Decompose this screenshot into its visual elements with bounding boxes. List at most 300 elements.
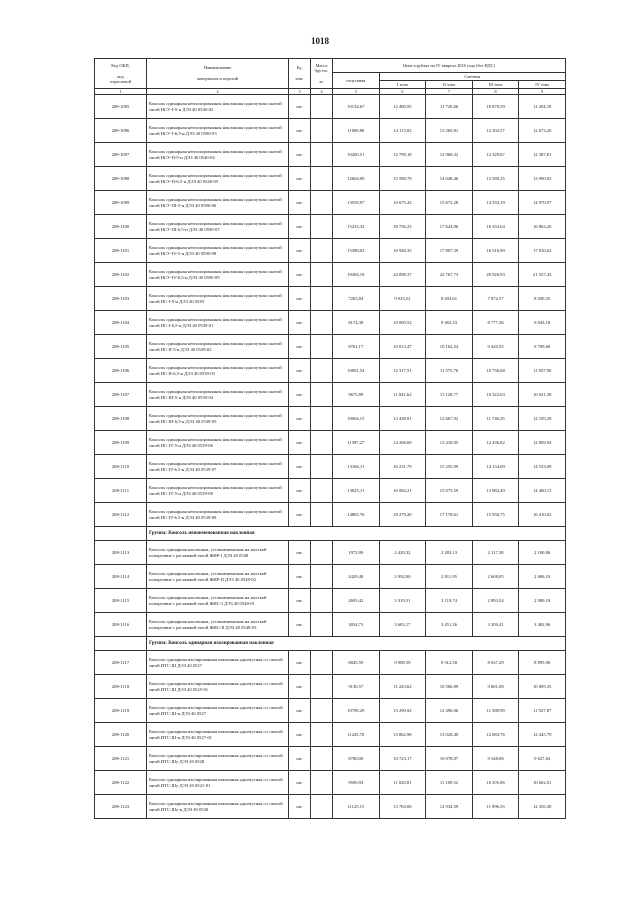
price-zone-2: 14 648,46 [426, 167, 473, 191]
header-unit: Ед. изм. [289, 59, 311, 89]
price-zone-2: 9 463,33 [426, 311, 473, 335]
price-zone-2: 17 807,39 [426, 239, 473, 263]
price-release: 1972,99 [333, 541, 380, 565]
item-mass [311, 239, 333, 263]
item-mass [311, 747, 333, 771]
price-zone-4: 14 400,15 [519, 479, 566, 503]
price-release: 14865,76 [333, 503, 380, 527]
item-mass [311, 119, 333, 143]
price-release: 11125,15 [333, 795, 380, 819]
price-zone-4: 12 356,30 [519, 795, 566, 819]
item-unit: шт. [289, 239, 311, 263]
item-unit: шт. [289, 771, 311, 795]
item-mass [311, 675, 333, 699]
item-name: Консоль одинарная неизолированная наклонная однопутная сжатой тягой НС-IV-5-н ДЭЗ 40 0539-06 [147, 431, 289, 455]
price-zone-3: 13 580,35 [472, 167, 519, 191]
item-code: 208-1119 [95, 699, 147, 723]
item-mass [311, 167, 333, 191]
price-zone-3: 3 209,41 [472, 613, 519, 637]
item-unit: шт. [289, 613, 311, 637]
item-mass [311, 589, 333, 613]
price-zone-3: 10 322,63 [472, 383, 519, 407]
item-name: Консоль одинарная неизолированная наклонная однопутная сжатой тягой НСУ-II-6,5-н ДЭЗ 40 0540-05 [147, 167, 289, 191]
price-zone-2: 2 811,95 [426, 565, 473, 589]
item-mass [311, 651, 333, 675]
item-mass [311, 455, 333, 479]
item-name: Консоль одинарная неизолированная наклонная однопутная сжатой тягой НС-I-6,5-н ДЭЗ 40 0539-01 [147, 311, 289, 335]
item-unit: шт. [289, 747, 311, 771]
price-zone-1: 2 429,32 [379, 541, 426, 565]
price-zone-1: 3 319,51 [379, 589, 426, 613]
header-price-title: Цена в рублях на IV квартал 2016 года (без НДС) [333, 59, 566, 73]
price-zone-3: 8 777,36 [472, 311, 519, 335]
price-zone-1: 15 588,78 [379, 167, 426, 191]
price-zone-1: 9 023,52 [379, 287, 426, 311]
price-zone-3: 16 333,64 [472, 215, 519, 239]
price-zone-3: 11 588,99 [472, 699, 519, 723]
item-mass [311, 287, 333, 311]
price-zone-1: 11 243,62 [379, 675, 426, 699]
table-row [95, 723, 566, 747]
price-release: 10001,54 [333, 359, 380, 383]
price-zone-3: 15 930,75 [472, 503, 519, 527]
header-zone-3: III зона [472, 81, 519, 89]
price-release: 9590,93 [333, 771, 380, 795]
price-release: 8761,17 [333, 335, 380, 359]
item-name: Консоль одинарная неизолированная наклонная однопутная сжатой тягой НСУ-I-5-н ДЭЗ 40 0540-02 [147, 95, 289, 119]
item-code: 208-1102 [95, 263, 147, 287]
price-zone-1: 12 317,51 [379, 359, 426, 383]
item-code: 208-1123 [95, 795, 147, 819]
item-name: Консоль одинарная неизолированная наклонная однопутная сжатой тягой НС-III-6,5-н ДЭЗ 40 0539-05 [147, 407, 289, 431]
item-unit: шт. [289, 589, 311, 613]
item-name: Консоль одинарная изолированная наклонная однопутная со сжатой тягой ИТС-Ш ДЭЗ 40 0525-01 [147, 675, 289, 699]
price-release: 9130,57 [333, 675, 380, 699]
item-unit: шт. [289, 191, 311, 215]
price-zone-2: 10 162,54 [426, 335, 473, 359]
price-zone-4: 13 990,65 [519, 167, 566, 191]
item-name: Консоль одинарная наклонная, устанавливаемая на жесткой поперечине с растяжкой тягой ЖНС-II ДЭЗ 40 0548-03 [147, 613, 289, 637]
table-row [95, 407, 566, 431]
item-name: Консоль одинарная неизолированная наклонная однопутная сжатой тягой НСУ-II-5-н ДЭЗ 40 0540-04 [147, 143, 289, 167]
item-unit: шт. [289, 431, 311, 455]
price-zone-1: 18 279,20 [379, 503, 426, 527]
price-release: 8045,59 [333, 651, 380, 675]
price-zone-2: 17 178,61 [426, 503, 473, 527]
item-unit: шт. [289, 335, 311, 359]
table-row [95, 383, 566, 407]
price-zone-1: 13 862,98 [379, 723, 426, 747]
price-zone-4: 12 673,20 [519, 119, 566, 143]
price-zone-2: 11 128,77 [426, 383, 473, 407]
item-mass [311, 215, 333, 239]
price-table [94, 58, 566, 819]
price-zone-4: 12 109,28 [519, 407, 566, 431]
price-release: 11069,88 [333, 119, 380, 143]
item-code: 208-1115 [95, 589, 147, 613]
col-number: 5 [333, 89, 380, 95]
item-code: 208-1120 [95, 723, 147, 747]
item-unit: шт. [289, 311, 311, 335]
col-number: 1 [95, 89, 147, 95]
header-zone-1: I зона [379, 81, 426, 89]
item-unit: шт. [289, 119, 311, 143]
price-release: 10134,67 [333, 95, 380, 119]
item-code: 208-1099 [95, 191, 147, 215]
item-code: 208-1096 [95, 119, 147, 143]
price-zone-4: 16 863,20 [519, 215, 566, 239]
price-zone-4: 9 043,18 [519, 311, 566, 335]
item-name: Консоль одинарная неизолированная наклонная однопутная сжатой тягой НС-III-5-н ДЭЗ 40 0539-04 [147, 383, 289, 407]
price-zone-2: 3 451,36 [426, 613, 473, 637]
price-zone-3: 11 996,53 [472, 795, 519, 819]
item-mass [311, 359, 333, 383]
col-number: 6 [379, 89, 426, 95]
price-zone-3: 9 348,08 [472, 747, 519, 771]
item-code: 208-1109 [95, 431, 147, 455]
price-zone-2: 9 312,58 [426, 651, 473, 675]
item-unit: шт. [289, 503, 311, 527]
item-unit: шт. [289, 455, 311, 479]
table-row [95, 613, 566, 637]
item-mass [311, 383, 333, 407]
item-code: 208-1098 [95, 167, 147, 191]
table-row [95, 143, 566, 167]
price-zone-4: 10 095,35 [519, 675, 566, 699]
price-zone-4: 8 030,35 [519, 287, 566, 311]
price-zone-2: 13 028,40 [426, 723, 473, 747]
price-zone-3: 9 801,08 [472, 675, 519, 699]
price-zone-2: 12 934,59 [426, 795, 473, 819]
price-zone-1: 11 841,62 [379, 383, 426, 407]
price-zone-1: 9 908,59 [379, 651, 426, 675]
item-name: Консоль одинарная наклонная, устанавливаемая на жесткой поперечине с растяжкой тягой ЖНР-II ДЭЗ 40 0548-02 [147, 565, 289, 589]
price-release: 15233,32 [333, 215, 380, 239]
group-row [95, 637, 566, 651]
price-zone-1: 13 438,91 [379, 407, 426, 431]
item-mass [311, 95, 333, 119]
item-mass [311, 613, 333, 637]
header-code: Код ОКП, код отраслевой [95, 59, 147, 89]
price-zone-4: 11 057,90 [519, 359, 566, 383]
header-mass: Масса брутто, кг [311, 59, 333, 89]
item-unit: шт. [289, 541, 311, 565]
table-row [95, 167, 566, 191]
price-zone-4: 11 204,19 [519, 95, 566, 119]
group-title: Группа: Консоль одинарная изолированная наклонная [147, 637, 566, 651]
price-zone-4: 9 709,68 [519, 335, 566, 359]
price-zone-1: 14 115,82 [379, 119, 426, 143]
price-zone-1: 18 756,23 [379, 215, 426, 239]
price-release: 3034,73 [333, 613, 380, 637]
item-name: Консоль одинарная изолированная наклонная однопутная со сжатой тягой ИТС-IIIу ДЭЗ 40 0521-01 [147, 771, 289, 795]
page-number: 1018 [311, 36, 329, 46]
price-release: 15380,02 [333, 239, 380, 263]
price-zone-1: 12 799,18 [379, 143, 426, 167]
table-row [95, 95, 566, 119]
price-zone-2: 11 109,52 [426, 771, 473, 795]
item-unit: шт. [289, 383, 311, 407]
price-release: 13025,11 [333, 479, 380, 503]
price-release: 10904,15 [333, 407, 380, 431]
item-name: Консоль одинарная изолированная наклонная однопутная со сжатой тягой ИТС-Ш ДЭЗ 40 0527 [147, 651, 289, 675]
price-zone-2: 12 496,06 [426, 699, 473, 723]
price-zone-1: 16 231,79 [379, 455, 426, 479]
item-code: 208-1112 [95, 503, 147, 527]
col-number: 2 [147, 89, 289, 95]
price-zone-2: 15 075,59 [426, 479, 473, 503]
item-code: 208-1104 [95, 311, 147, 335]
item-name: Консоль одинарная неизолированная наклонная однопутная сжатой тягой НСУ-IV-5-н ДЭЗ 40 0590-08 [147, 239, 289, 263]
item-name: Консоль одинарная неизолированная наклонная однопутная сжатой тягой НС-I-5-н ДЭЗ 40 0539 [147, 287, 289, 311]
item-mass [311, 503, 333, 527]
col-number: 9 [519, 89, 566, 95]
price-release: 8174,38 [333, 311, 380, 335]
price-release: 10790,29 [333, 699, 380, 723]
item-code: 208-1122 [95, 771, 147, 795]
price-zone-3: 2 117,38 [472, 541, 519, 565]
price-zone-1: 10 069,52 [379, 311, 426, 335]
price-zone-3: 2 893,54 [472, 589, 519, 613]
item-name: Консоль одинарная наклонная, устанавливаемая на жесткой поперечине с растяжкой тягой ЖНС-I ДЭЗ 40 0548-01 [147, 589, 289, 613]
header-zone-4: IV зона [519, 81, 566, 89]
price-zone-1: 10 813,47 [379, 335, 426, 359]
table-row [95, 565, 566, 589]
table-row [95, 287, 566, 311]
price-zone-2: 10 566,89 [426, 675, 473, 699]
price-release: 2693,42 [333, 589, 380, 613]
price-zone-2: 15 672,28 [426, 191, 473, 215]
price-release: 11587,27 [333, 431, 380, 455]
item-name: Консоль одинарная наклонная, устанавливаемая на жесткой поперечине с растяжкой тягой ЖНР-I ДЭЗ 40 0548 [147, 541, 289, 565]
price-zone-2: 13 410,05 [426, 431, 473, 455]
item-name: Консоль одинарная изолированная наклонная однопутная со сжатой тягой ИТС-IIIу ДЭЗ 40 0528 [147, 747, 289, 771]
table-row [95, 431, 566, 455]
price-zone-4: 14 970,97 [519, 191, 566, 215]
price-zone-1: 13 290,92 [379, 699, 426, 723]
item-mass [311, 311, 333, 335]
item-name: Консоль одинарная неизолированная наклонная однопутная сжатой тягой НСУ-I-6,5-н ДЭЗ 40 0590-03 [147, 119, 289, 143]
header-zone-2: II зона [426, 81, 473, 89]
price-zone-3: 8 637,29 [472, 651, 519, 675]
item-mass [311, 565, 333, 589]
table-row [95, 119, 566, 143]
price-zone-4: 9 627,84 [519, 747, 566, 771]
item-code: 208-1106 [95, 359, 147, 383]
table-row [95, 479, 566, 503]
price-zone-2: 11 575,76 [426, 359, 473, 383]
price-zone-3: 12 436,82 [472, 431, 519, 455]
price-release: 8780,00 [333, 747, 380, 771]
item-unit: шт. [289, 699, 311, 723]
table-row [95, 215, 566, 239]
price-zone-4: 2 980,18 [519, 589, 566, 613]
item-mass [311, 699, 333, 723]
price-zone-3: 12 302,57 [472, 119, 519, 143]
item-unit: шт. [289, 167, 311, 191]
price-zone-3: 12 083,76 [472, 723, 519, 747]
item-name: Консоль одинарная неизолированная наклонная однопутная сжатой тягой НСУ-III-5-н ДЭЗ 40 0590-06 [147, 191, 289, 215]
item-unit: шт. [289, 479, 311, 503]
item-code: 208-1097 [95, 143, 147, 167]
price-zone-3: 10 295,86 [472, 771, 519, 795]
price-zone-4: 2 686,10 [519, 565, 566, 589]
item-unit: шт. [289, 723, 311, 747]
item-code: 208-1113 [95, 541, 147, 565]
item-code: 208-1100 [95, 215, 147, 239]
price-zone-4: 10 631,38 [519, 383, 566, 407]
price-zone-1: 3 683,17 [379, 613, 426, 637]
item-name: Консоль одинарная неизолированная наклонная однопутная сжатой тягой НС-IV-6,5-н ДЭЗ 40 0539-09 [147, 503, 289, 527]
price-release: 13559,97 [333, 191, 380, 215]
item-code: 208-1108 [95, 407, 147, 431]
table-row [95, 191, 566, 215]
table-body [95, 95, 566, 819]
price-zone-1: 14 268,69 [379, 431, 426, 455]
price-release: 13166,11 [333, 455, 380, 479]
item-name: Консоль одинарная изолированная наклонная однопутная со сжатой тягой ИТС-Ш-н ДЭЗ 40 0527-01 [147, 723, 289, 747]
item-mass [311, 407, 333, 431]
item-mass [311, 479, 333, 503]
price-zone-2: 11 720,66 [426, 95, 473, 119]
item-mass [311, 795, 333, 819]
price-zone-3: 11 746,35 [472, 407, 519, 431]
item-code: 208-1101 [95, 239, 147, 263]
item-unit: шт. [289, 359, 311, 383]
price-zone-2: 2 283,13 [426, 541, 473, 565]
table-row [95, 699, 566, 723]
item-name: Консоль одинарная изолированная наклонная однопутная со сжатой тягой ИТС-Ш-н ДЭЗ 40 0527 [147, 699, 289, 723]
item-mass [311, 541, 333, 565]
item-mass [311, 431, 333, 455]
item-code: 208-1095 [95, 95, 147, 119]
item-code: 208-1118 [95, 675, 147, 699]
price-zone-4: 8 895,90 [519, 651, 566, 675]
header-name: Наименование материалов и изделий [147, 59, 289, 89]
table-row [95, 651, 566, 675]
price-zone-1: 11 820,81 [379, 771, 426, 795]
price-zone-3: 10 879,59 [472, 95, 519, 119]
group-title: Группа: Консоль непоименованная наклонная [147, 527, 566, 541]
price-zone-2: 10 078,07 [426, 747, 473, 771]
table-row [95, 335, 566, 359]
price-zone-3: 12 329,67 [472, 143, 519, 167]
item-mass [311, 771, 333, 795]
item-name: Консоль одинарная неизолированная наклонная однопутная сжатой тягой НСУ-III-6,5-н ДЭЗ 40 0590-07 [147, 215, 289, 239]
price-zone-2: 12 968,32 [426, 143, 473, 167]
price-release: 12604,09 [333, 167, 380, 191]
item-name: Консоль одинарная неизолированная наклонная однопутная сжатой тягой НСУ-IV-6,5-н ДЭЗ 40 0590-09 [147, 263, 289, 287]
price-zone-1: 16 675,43 [379, 191, 426, 215]
header-smeta: Сметная [379, 73, 565, 81]
table-row [95, 771, 566, 795]
table-row [95, 747, 566, 771]
table-row [95, 675, 566, 699]
price-zone-2: 12 667,92 [426, 407, 473, 431]
table-row [95, 589, 566, 613]
price-zone-4: 10 602,01 [519, 771, 566, 795]
price-release: 2429,48 [333, 565, 380, 589]
price-zone-1: 24 098,37 [379, 263, 426, 287]
price-zone-2: 8 493,61 [426, 287, 473, 311]
price-zone-2: 13 269,81 [426, 119, 473, 143]
price-zone-2: 22 767,73 [426, 263, 473, 287]
price-zone-2: 15 255,99 [426, 455, 473, 479]
group-code-cell [95, 637, 147, 651]
price-release: 10260,51 [333, 143, 380, 167]
table-row [95, 503, 566, 527]
price-release: 9675,89 [333, 383, 380, 407]
item-code: 208-1107 [95, 383, 147, 407]
item-name: Консоль одинарная неизолированная наклонная однопутная сжатой тягой НС-II-5-н ДЭЗ 40 0539-02 [147, 335, 289, 359]
price-zone-4: 12 809,94 [519, 431, 566, 455]
item-name: Консоль одинарная неизолированная наклонная однопутная сжатой тягой НС-IV-5-н ДЭЗ 40 0539-08 [147, 479, 289, 503]
item-code: 208-1111 [95, 479, 147, 503]
item-unit: шт. [289, 651, 311, 675]
group-row [95, 527, 566, 541]
item-unit: шт. [289, 215, 311, 239]
table-row [95, 263, 566, 287]
price-zone-1: 16 084,21 [379, 479, 426, 503]
group-code-cell [95, 527, 147, 541]
price-release: 7265,84 [333, 287, 380, 311]
price-zone-1: 12 480,95 [379, 95, 426, 119]
item-code: 208-1117 [95, 651, 147, 675]
price-zone-4: 16 410,02 [519, 503, 566, 527]
item-name: Консоль одинарная неизолированная наклонная однопутная сжатой тягой НС-IV-6,5-н ДЭЗ 40 0539-07 [147, 455, 289, 479]
item-mass [311, 191, 333, 215]
price-zone-2: 17 624,96 [426, 215, 473, 239]
table-row [95, 311, 566, 335]
price-release: 19494,18 [333, 263, 380, 287]
price-zone-3: 16 516,90 [472, 239, 519, 263]
price-zone-3: 20 926,93 [472, 263, 519, 287]
item-unit: шт. [289, 287, 311, 311]
item-code: 208-1103 [95, 287, 147, 311]
item-code: 208-1114 [95, 565, 147, 589]
price-release: 11245,70 [333, 723, 380, 747]
item-mass [311, 143, 333, 167]
price-zone-3: 13 982,49 [472, 479, 519, 503]
table-row [95, 541, 566, 565]
price-zone-3: 9 420,55 [472, 335, 519, 359]
price-zone-3: 7 872,57 [472, 287, 519, 311]
price-zone-3: 14 134,69 [472, 455, 519, 479]
price-zone-1: 10 723,17 [379, 747, 426, 771]
item-unit: шт. [289, 407, 311, 431]
price-zone-1: 18 948,35 [379, 239, 426, 263]
item-unit: шт. [289, 263, 311, 287]
price-zone-4: 14 533,09 [519, 455, 566, 479]
item-unit: шт. [289, 795, 311, 819]
item-mass [311, 723, 333, 747]
price-zone-1: 2 992,00 [379, 565, 426, 589]
item-name: Консоль одинарная неизолированная наклонная однопутная сжатой тягой НС-II-6,5-н ДЭЗ 40 0539-03 [147, 359, 289, 383]
price-zone-3: 10 736,68 [472, 359, 519, 383]
table-row [95, 795, 566, 819]
item-mass [311, 263, 333, 287]
col-number: 8 [472, 89, 519, 95]
price-zone-1: 13 763,06 [379, 795, 426, 819]
table-row [95, 359, 566, 383]
price-zone-4: 2 180,86 [519, 541, 566, 565]
item-code: 208-1105 [95, 335, 147, 359]
price-zone-3: 2 608,05 [472, 565, 519, 589]
item-unit: шт. [289, 95, 311, 119]
price-zone-4: 17 010,62 [519, 239, 566, 263]
col-number: 4 [311, 89, 333, 95]
item-unit: шт. [289, 565, 311, 589]
